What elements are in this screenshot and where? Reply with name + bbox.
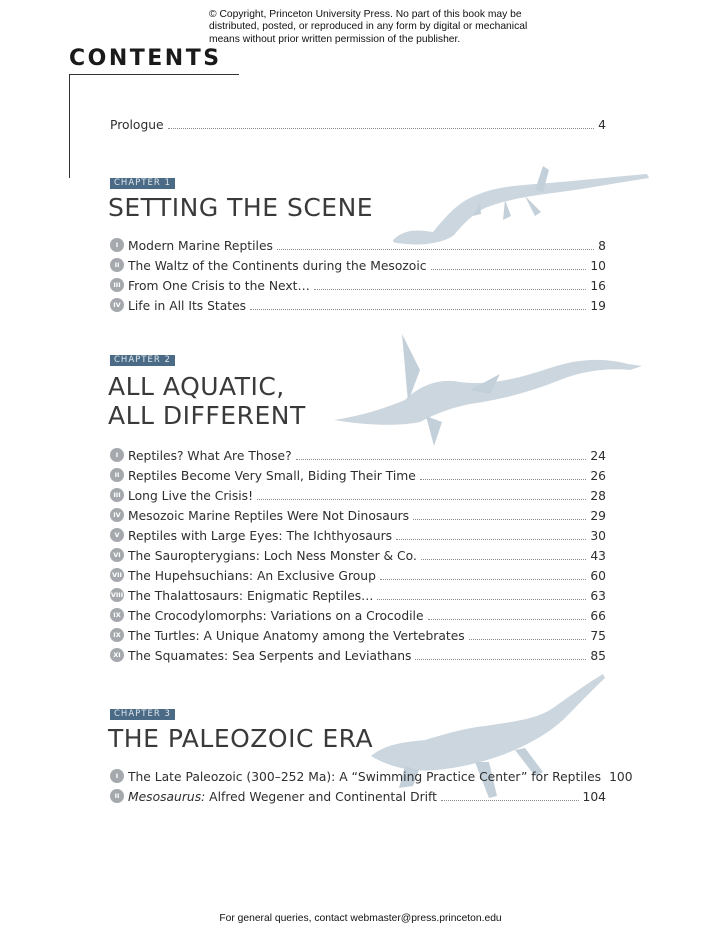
toc-label: Modern Marine Reptiles	[128, 239, 273, 253]
toc-label: Reptiles? What Are Those?	[128, 449, 292, 463]
leader-dots	[257, 498, 586, 500]
toc-page: 30	[590, 529, 606, 543]
leader-dots	[277, 248, 594, 250]
toc-page: 26	[590, 469, 606, 483]
chapter-3-title: THE PALEOZOIC ERA	[108, 724, 374, 753]
toc-page: 16	[590, 279, 606, 293]
toc-label: From One Crisis to the Next…	[128, 279, 310, 293]
chapter-1-tag: CHAPTER 1	[110, 178, 175, 189]
mesosaurus-illustration	[365, 670, 615, 805]
toc-label: The Crocodylomorphs: Variations on a Crocodile	[128, 609, 424, 623]
toc-label: The Hupehsuchians: An Exclusive Group	[128, 569, 376, 583]
leader-dots	[420, 478, 587, 480]
roman-numeral-badge: IV	[110, 298, 124, 312]
toc-page: 8	[598, 239, 606, 253]
toc-label: Prologue	[110, 118, 164, 132]
leader-dots	[441, 799, 579, 801]
toc-row[interactable]	[110, 587, 606, 603]
chapter-2-title-line-2: ALL DIFFERENT	[108, 401, 306, 430]
chapter-3-tag: CHAPTER 3	[110, 709, 175, 720]
toc-page: 104	[582, 790, 606, 804]
roman-numeral-badge: III	[110, 488, 124, 502]
leader-dots	[296, 458, 587, 460]
toc-page: 19	[590, 299, 606, 313]
chapter-1-title: SETTING THE SCENE	[108, 193, 374, 222]
toc-page: 85	[590, 649, 606, 663]
roman-numeral-badge: III	[110, 278, 124, 292]
toc-page: 100	[609, 770, 633, 784]
roman-numeral-badge: IV	[110, 508, 124, 522]
toc-row[interactable]	[110, 768, 633, 784]
toc-row[interactable]	[110, 257, 606, 273]
toc-label: Mesozoic Marine Reptiles Were Not Dinosaurs	[128, 509, 410, 523]
toc-row[interactable]	[110, 547, 606, 563]
toc-page: 75	[590, 629, 606, 643]
toc-page: 4	[598, 118, 606, 132]
roman-numeral-badge: I	[110, 238, 124, 252]
leader-dots	[421, 558, 586, 560]
toc-page: 28	[590, 489, 606, 503]
roman-numeral-badge: IX	[110, 628, 124, 642]
toc-row[interactable]	[110, 627, 606, 643]
roman-numeral-badge: II	[110, 258, 124, 272]
toc-row[interactable]	[110, 297, 606, 313]
roman-numeral-badge: II	[110, 468, 124, 482]
toc-page: 29	[590, 509, 606, 523]
toc-page: 10	[590, 259, 606, 273]
toc-label: The Waltz of the Continents during the Mesozoic	[128, 259, 427, 273]
toc-page: 43	[590, 549, 606, 563]
contents-heading: CONTENTS	[69, 46, 222, 71]
chapter-2-tag: CHAPTER 2	[110, 355, 175, 366]
toc-page: 63	[590, 589, 606, 603]
leader-dots	[469, 638, 587, 640]
roman-numeral-badge: I	[110, 769, 124, 783]
toc-label: Life in All Its States	[128, 299, 247, 313]
leader-dots	[168, 127, 595, 129]
roman-numeral-badge: XI	[110, 648, 124, 662]
roman-numeral-badge: I	[110, 448, 124, 462]
toc-label	[128, 790, 437, 804]
chapter-2-title-line-1: ALL AQUATIC,	[108, 372, 285, 401]
roman-numeral-badge: VI	[110, 548, 124, 562]
contents-rule-horizontal	[69, 74, 239, 75]
toc-row[interactable]	[110, 237, 606, 253]
leader-dots	[415, 658, 586, 660]
toc-row[interactable]	[110, 607, 606, 623]
toc-page: 60	[590, 569, 606, 583]
toc-label: The Thalattosaurs: Enigmatic Reptiles…	[128, 589, 374, 603]
plesiosaur-illustration	[330, 330, 650, 450]
toc-row[interactable]	[110, 788, 606, 804]
leader-dots	[314, 288, 587, 290]
toc-row[interactable]	[110, 567, 606, 583]
leader-dots	[431, 268, 587, 270]
toc-label-italic: Mesosaurus:	[128, 790, 206, 804]
roman-numeral-badge: II	[110, 789, 124, 803]
leader-dots	[377, 598, 586, 600]
toc-label: Long Live the Crisis!	[128, 489, 253, 503]
roman-numeral-badge: V	[110, 528, 124, 542]
roman-numeral-badge: IX	[110, 608, 124, 622]
copyright-notice: © Copyright, Princeton University Press. No part of this book may be distributed, posted, or reproduced in any form by digital or mechanical means without prior written permission of the publisher.	[209, 9, 528, 45]
toc-page: 66	[590, 609, 606, 623]
toc-row[interactable]	[110, 447, 606, 463]
toc-row[interactable]	[110, 527, 606, 543]
toc-row[interactable]	[110, 507, 606, 523]
leader-dots	[250, 308, 586, 310]
toc-row[interactable]	[110, 647, 606, 663]
leader-dots	[380, 578, 586, 580]
toc-label: Reptiles Become Very Small, Biding Their Time	[128, 469, 416, 483]
leader-dots	[413, 518, 586, 520]
toc-label: The Turtles: A Unique Anatomy among the Vertebrates	[128, 629, 465, 643]
footer-contact: For general queries, contact webmaster@press.princeton.edu	[219, 913, 502, 924]
toc-label: The Late Paleozoic (300–252 Ma): A “Swimming Practice Center” for Reptiles	[128, 770, 602, 784]
leader-dots	[396, 538, 586, 540]
toc-label: Reptiles with Large Eyes: The Ichthyosaurs	[128, 529, 393, 543]
toc-label-rest: Alfred Wegener and Continental Drift	[205, 790, 437, 804]
toc-label: The Squamates: Sea Serpents and Leviathans	[128, 649, 412, 663]
toc-label: The Sauropterygians: Loch Ness Monster & Co.	[128, 549, 417, 563]
roman-numeral-badge: VII	[110, 568, 124, 582]
leader-dots	[428, 618, 587, 620]
toc-page: 24	[590, 449, 606, 463]
toc-row-prologue[interactable]	[110, 116, 606, 132]
contents-rule-vertical	[69, 74, 70, 178]
toc-row[interactable]	[110, 467, 606, 483]
toc-row[interactable]	[110, 487, 606, 503]
toc-row[interactable]	[110, 277, 606, 293]
roman-numeral-badge: VIII	[110, 588, 124, 602]
